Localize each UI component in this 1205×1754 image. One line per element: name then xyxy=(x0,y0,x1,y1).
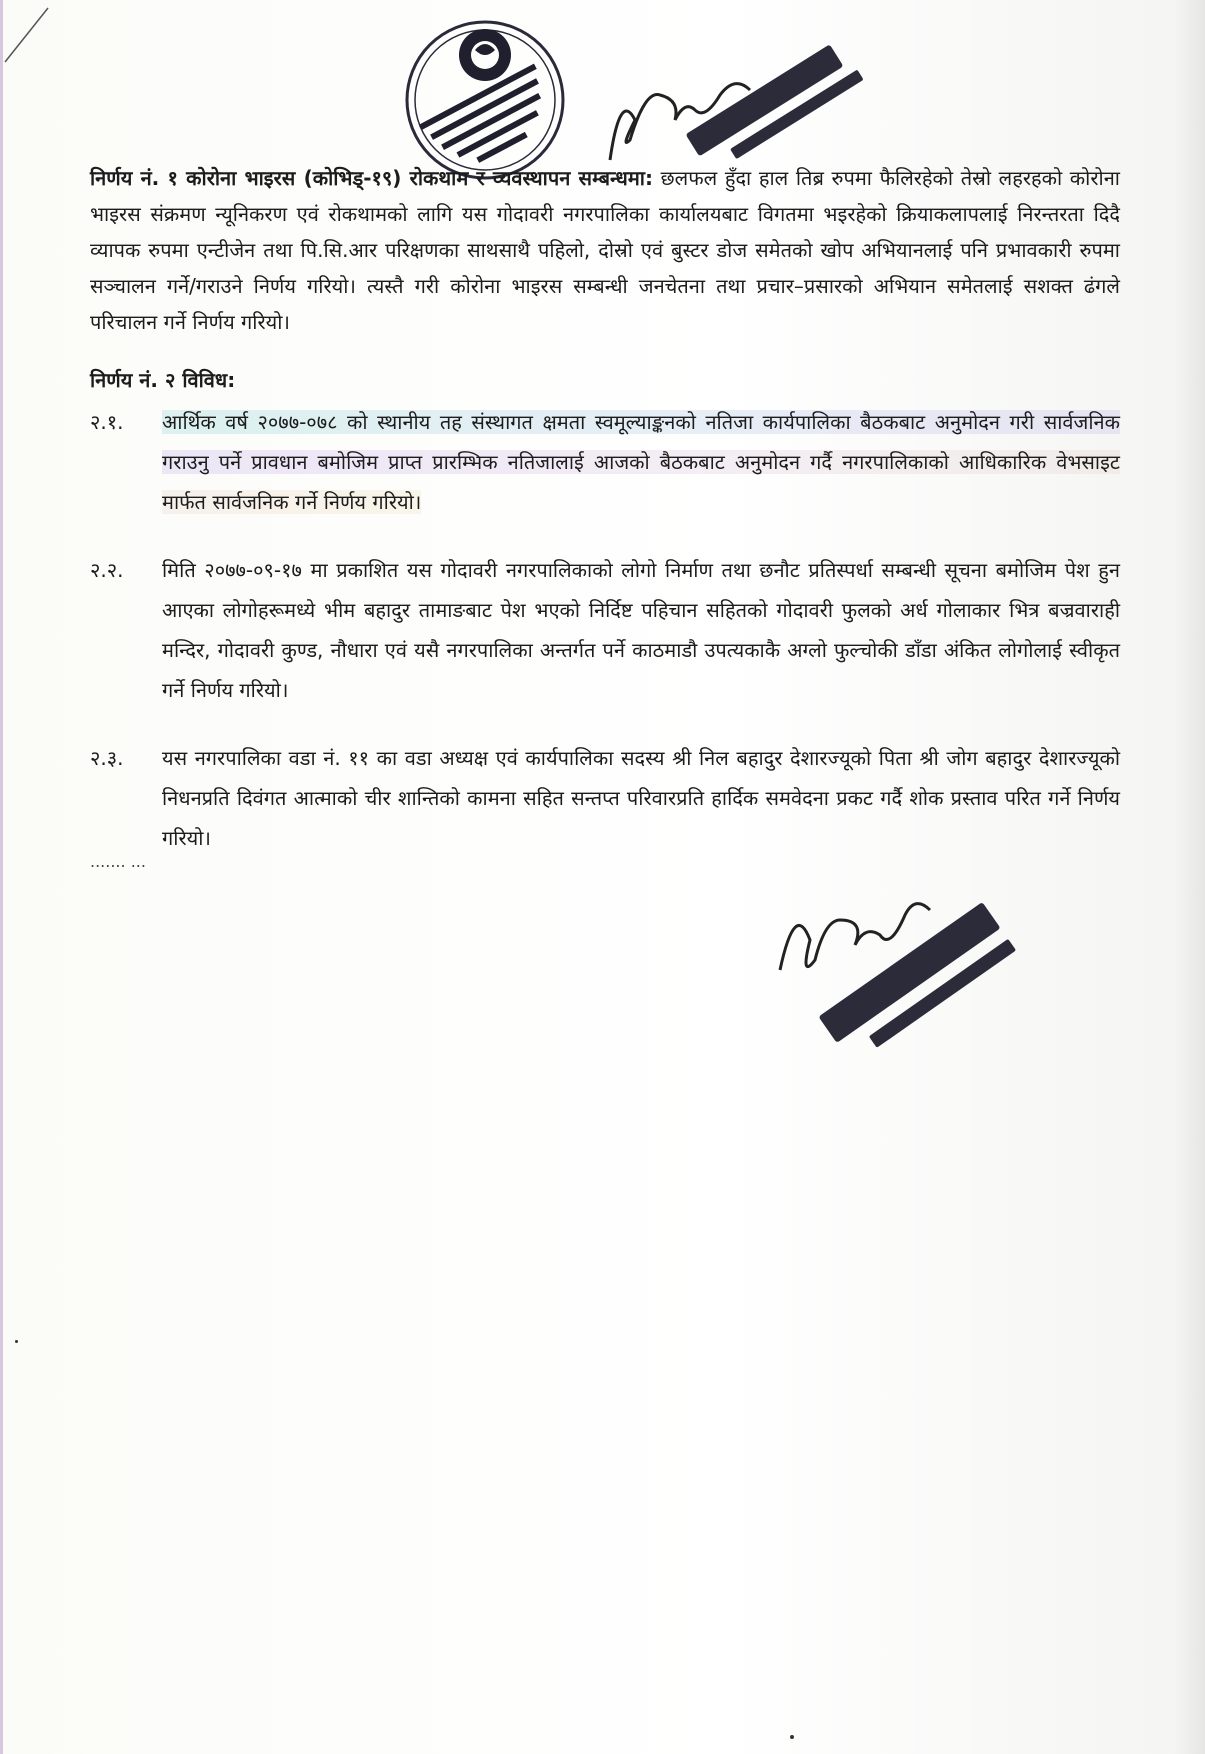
item-number: २.३. xyxy=(90,746,124,770)
decision-1-paragraph xyxy=(90,160,1120,340)
trail-dots: ....... ... xyxy=(90,852,146,871)
scan-shadow xyxy=(1175,0,1205,1754)
document-body xyxy=(90,160,1120,871)
decision-1-heading: निर्णय नं. १ कोरोना भाइरस (कोभिड्-१९) रोकथाम र व्यवस्थापन सम्बन्धमा: xyxy=(90,166,653,190)
item-number: २.१. xyxy=(90,410,124,434)
scan-speck xyxy=(15,1340,18,1343)
scan-speck xyxy=(790,1735,794,1739)
item-text: यस नगरपालिका वडा नं. ११ का वडा अध्यक्ष एवं कार्यपालिका सदस्य श्री निल बहादुर देशारज्यूको पिता श्री जोग बहादुर देशारज्यूको निधनप्रति दिवंगत आत्माको चीर शान्तिको कामना सहित सन्तप्त परिवारप्रति हार्दिक समवेदना प्रकट गर्दै शोक प्रस्ताव परित गर्ने निर्णय गरियो। xyxy=(162,746,1120,850)
decision-1-text: छलफल हुँदा हाल तिब्र रुपमा फैलिरहेको तेस्रो लहरहको कोरोना भाइरस संक्रमण न्यूनिकरण एवं रोकथामको लागि यस गोदावरी नगरपालिका कार्यालयबाट विगतमा भइरहेको क्रियाकलापलाई निरन्तरता दिदै व्यापक रुपमा एन्टीजेन तथा पि.सि.आर परिक्षणका साथसाथै पहिलो, दोस्रो एवं बुस्टर डोज समेतको खोप अभियानलाई पनि प्रभावकारी रुपमा सञ्चालन गर्ने/गराउने निर्णय गरियो। त्यस्तै गरी कोरोना भाइरस सम्बन्धी जनचेतना तथा प्रचार–प्रसारको अभियान समेतलाई सशक्त ढंगले परिचालन गर्ने निर्णय गरियो। xyxy=(90,166,1120,334)
corner-mark xyxy=(0,0,60,70)
decision-item xyxy=(90,402,1120,522)
decision-item xyxy=(90,738,1120,858)
decision-2-heading: निर्णय नं. २ विविध: xyxy=(90,368,236,392)
item-text: आर्थिक वर्ष २०७७-०७८ को स्थानीय तह संस्थागत क्षमता स्वमूल्याङ्कनको नतिजा कार्यपालिका बैठकबाट अनुमोदन गरी सार्वजनिक गराउनु पर्ने प्रावधान बमोजिम प्राप्त प्रारम्भिक नतिजालाई आजको बैठकबाट अनुमोदन गर्दै नगरपालिकाको आधिकारिक वेभसाइट मार्फत सार्वजनिक गर्ने निर्णय गरियो। xyxy=(162,410,1120,514)
signature-stamp-bottom xyxy=(770,840,1060,1070)
scan-edge xyxy=(0,0,3,1754)
item-text: मिति २०७७-०९-१७ मा प्रकाशित यस गोदावरी नगरपालिकाको लोगो निर्माण तथा छनौट प्रतिस्पर्धा सम्बन्धी सूचना बमोजिम पेश हुन आएका लोगोहरूमध्ये भीम बहादुर तामाङबाट पेश भएको निर्दिष्ट पहिचान सहितको गोदावरी फुलको अर्ध गोलाकार भित्र बज्रवाराही मन्दिर, गोदावरी कुण्ड, नौधारा एवं यसै नगरपालिका अन्तर्गत पर्ने काठमाडौ उपत्यकाकै अग्लो फुल्चोकी डाँडा अंकित लोगोलाई स्वीकृत गर्ने निर्णय गरियो। xyxy=(162,558,1120,702)
decision-item xyxy=(90,550,1120,710)
item-number: २.२. xyxy=(90,558,124,582)
